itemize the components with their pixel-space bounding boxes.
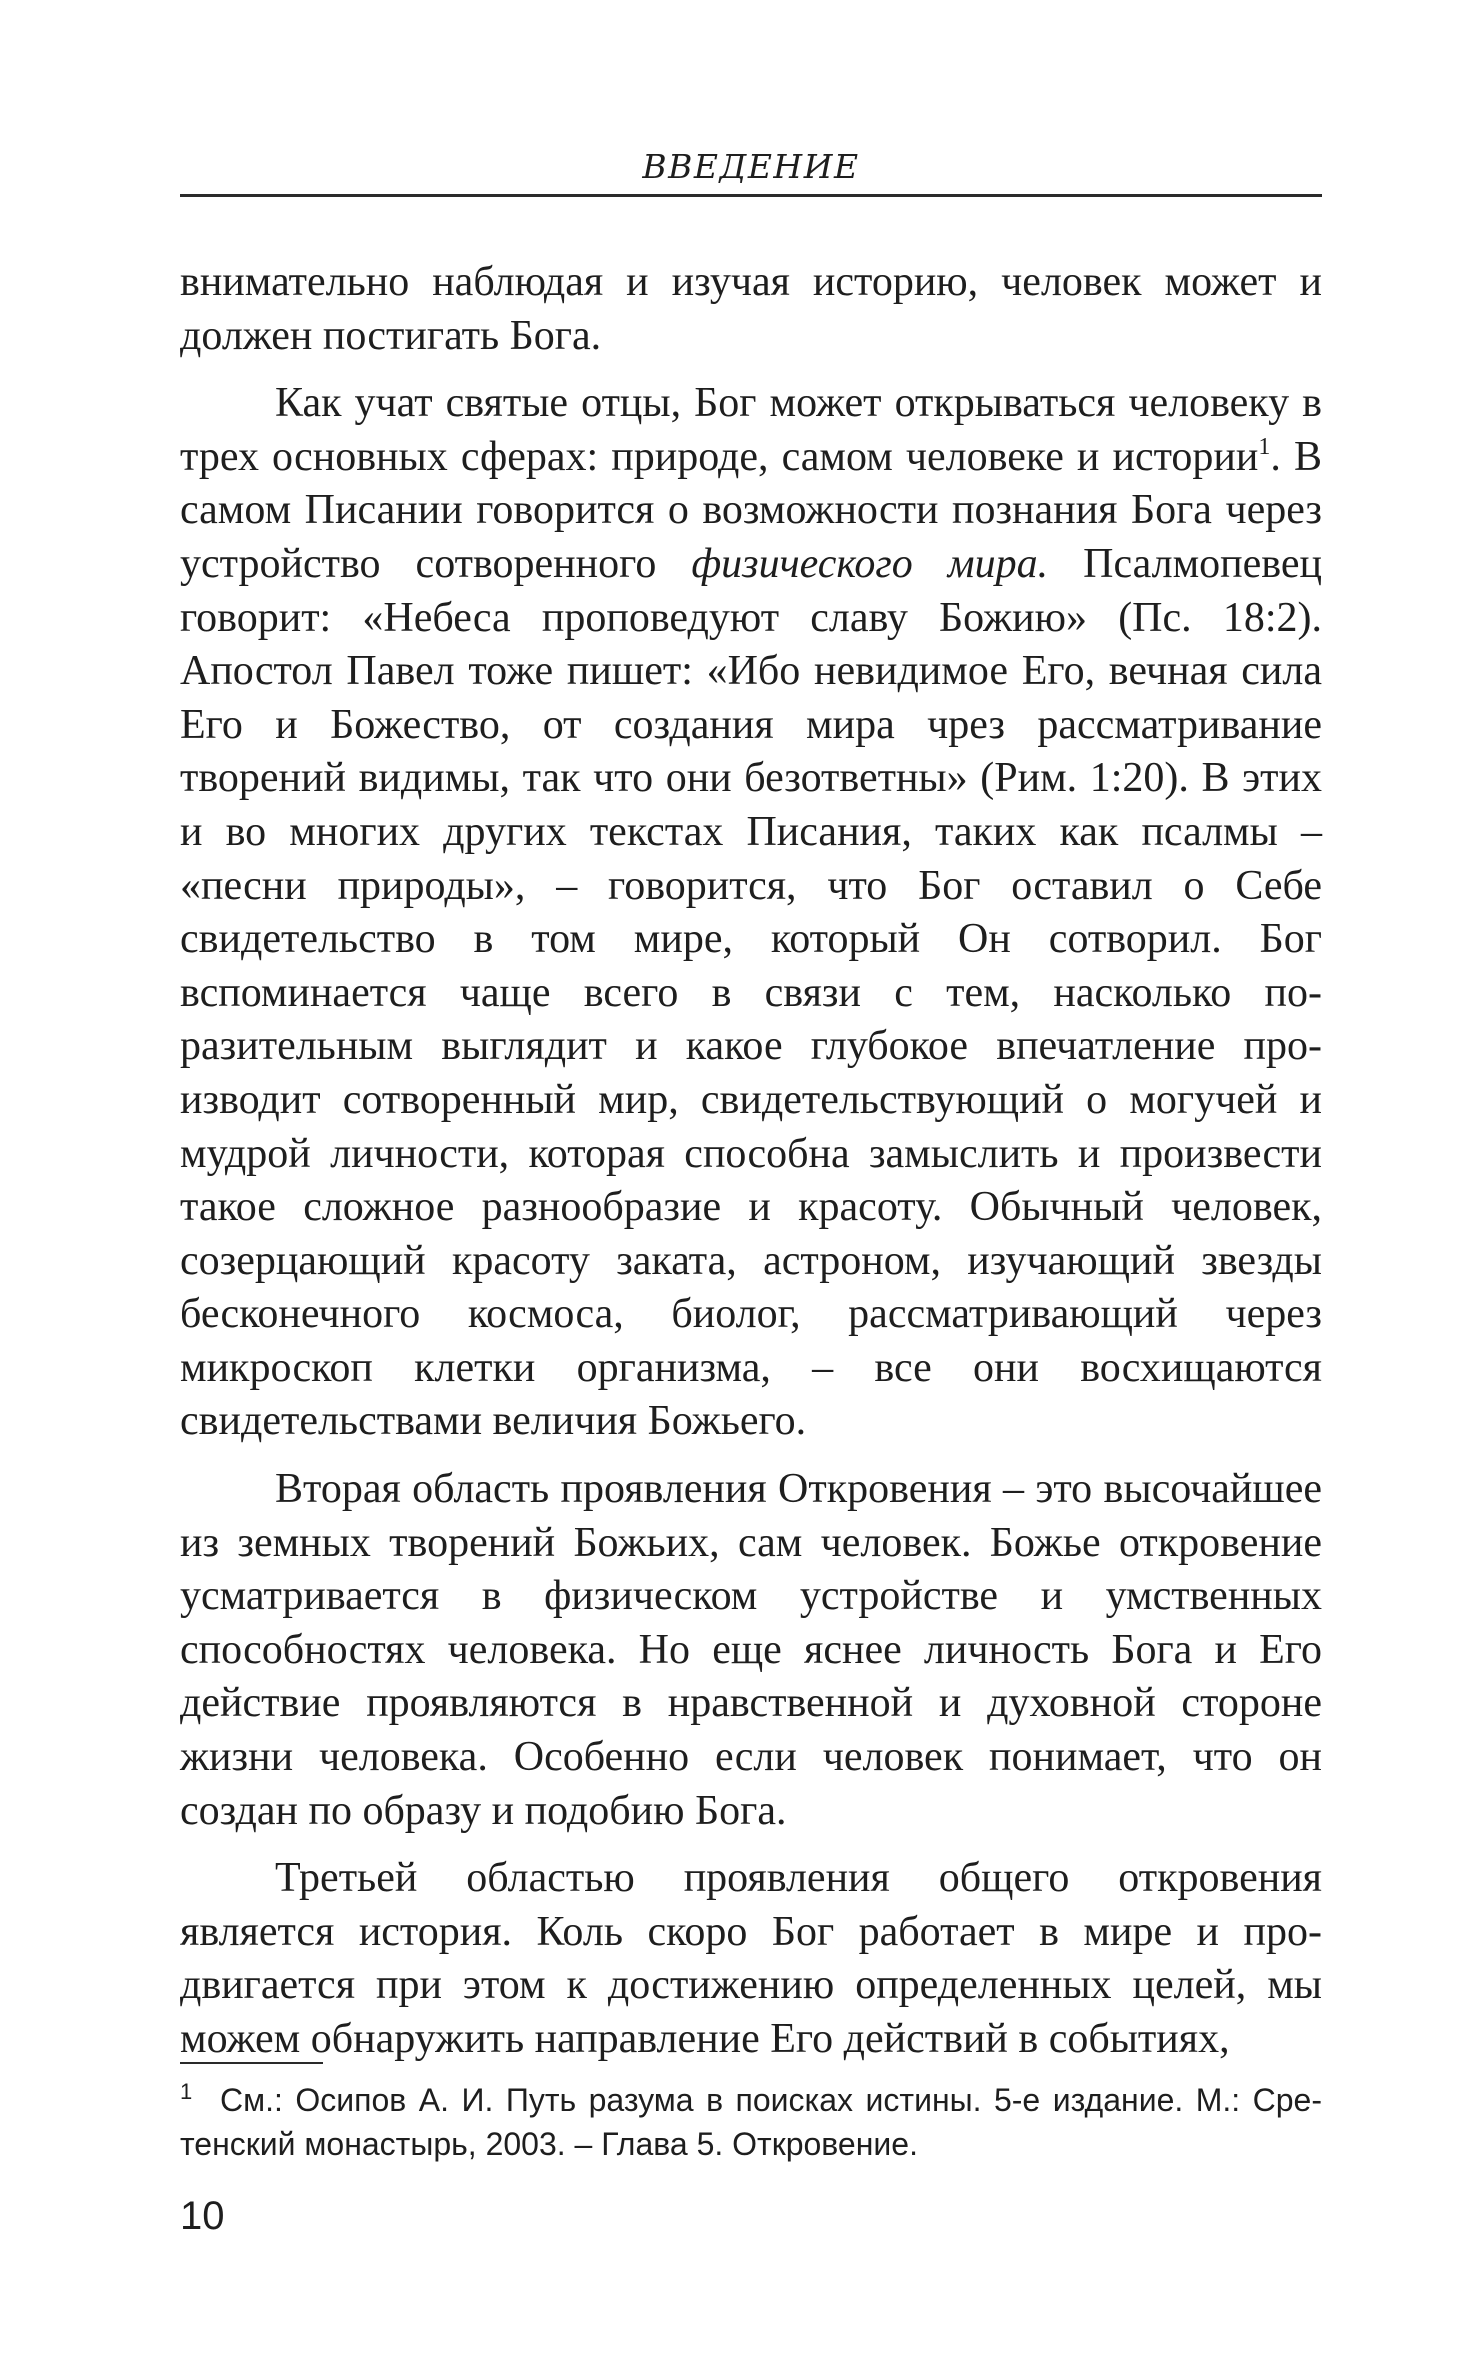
running-head: ВВЕДЕНИЕ [642,147,860,186]
paragraph-2-italic: физического мира. [691,540,1049,587]
paragraph-4: Третьей областью проявления общего откровения является история. Коль скоро Бог работает в мире и продвигается при этом к достижению определенных целей, мы можем обнаружить направление Его действий в событиях, [180,1855,1322,2062]
header-rule [180,194,1322,197]
paragraph-3: Вторая область проявления Откровения – это высочайшее из земных творений Божьих, сам человек. Божье откровение усматривается в физическом устройстве и умственных способностях человека. Но еще яснее личность Бога и Его действие проявляются в нравственной и духовной стороне жизни человека. Особенно если человек понимает, что он создан по образу и подобию Бога. [180,1466,1322,1834]
paragraph-2-part-b: . В самом Писании говорится о возможности познания Бога через устройство сотворенного [180,433,1323,587]
footnote-rule [180,2062,323,2064]
footnote-text: См.: Осипов А. И. Путь разума в поисках истины. 5-е издание. М.: Сретенский монастырь, 2003. – Глава 5. Откровение. [180,2082,1322,2162]
page-number: 10 [180,2194,225,2238]
paragraph-1: внимательно наблюдая и изучая историю, человек может и должен постигать Бога. [180,259,1322,359]
footnote: 1 См.: Осипов А. И. Путь разума в поисках истины. 5-е издание. М.: Сретенский монастырь, 2003. – Глава 5. Откровение. [180,2079,1322,2162]
paragraph-2 [180,377,1322,1449]
footnote-reference[interactable]: 1 [1258,433,1271,460]
paragraph-2-part-c: Псалмопевец говорит: «Небеса проповедуют славу Божию» (Пс. 18:2). Апостол Павел тоже пишет: «Ибо невидимое Его, вечная сила Его и Божество, от создания мира чрез рассматривание творений видимы, так что они безответны» (Рим. 1:20). В этих и во многих других текстах Писания, таких как псалмы – «песни природы», – говорится, что Бог оставил о Себе свидетельство в том мире, который Он сотворил. Бог вспоминается чаще всего в связи с тем, насколько поразительным выглядит и какое глубокое впечатление производит сотворенный мир, свидетельствующий о могучей и мудрой личности, которая способна замыслить и произвести такое сложное разнообразие и красоту. Обычный человек, созерцающий красоту заката, астроном, изучающий звезды бесконечного космоса, биолог, рассматривающий через микроскоп клетки организма, – все они восхищаются свидетельствами величия Божьего. [180,540,1322,1445]
body-text [180,256,1322,2067]
paragraph-2-part-a: Как учат святые отцы, Бог может открываться человеку в трех основных сферах: природе, самом человеке и истории [180,380,1322,480]
